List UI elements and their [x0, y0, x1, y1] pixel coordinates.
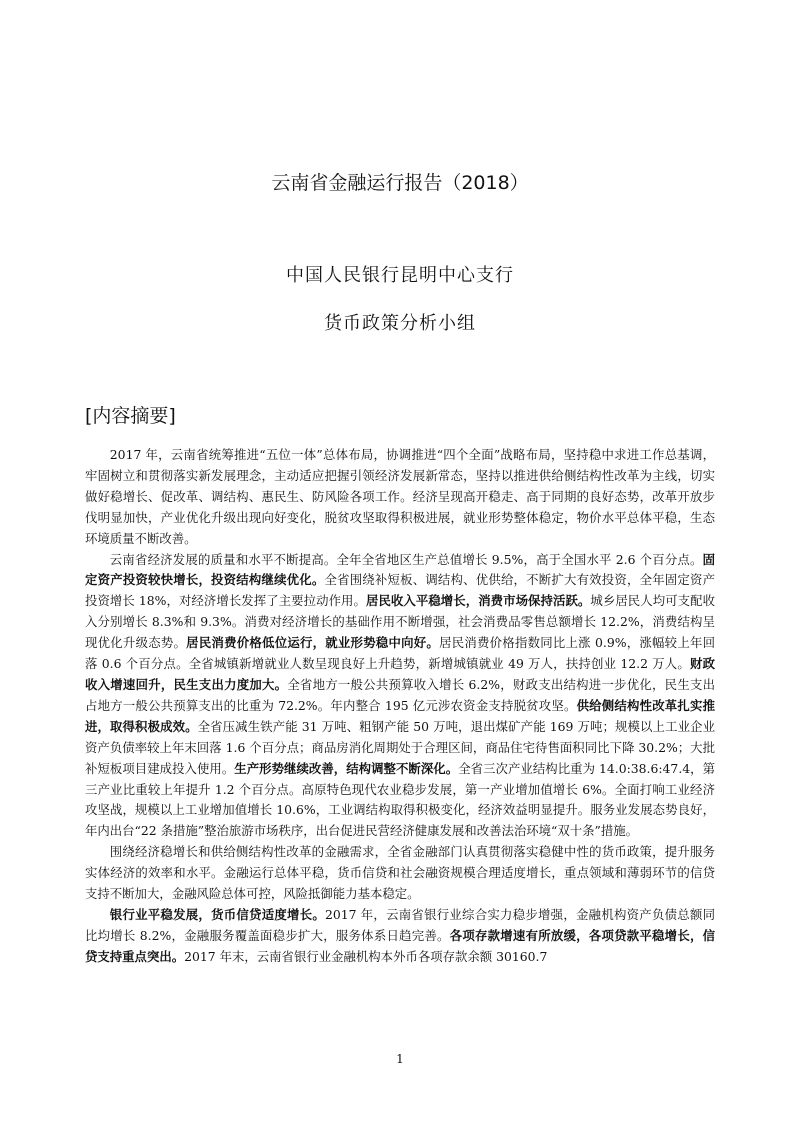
text-segment: 全省三次产业结构比重为 14.0:38.6:47.4，第三产业比重较上年提升 1.2 个百分点。高原特色现代农业稳步发展，第一产业增加值增长 6%。全面打响工业经济攻坚战，规模以上工业增加值增长 10.6%，工业调结构取得积极变化，经济效益明显提升。服务业发展态势良好，年内出台“22 条措施”整治旅游市场秩序，出台促进民营经济健康发展和改善法治环境“双十条”措施。 — [85, 760, 716, 839]
bold-text-segment: 居民收入平稳增长，消费市场保持活跃。 — [365, 593, 591, 609]
text-segment: 全省围绕补短板、调结构、优供给，不断扩大有效投资，全年固定资产投资增长 18%，对经济增长发挥了主要拉动作用。 — [85, 572, 716, 609]
organization-name: 中国人民银行昆明中心支行 — [286, 265, 514, 286]
text-segment: 云南省经济发展的质量和水平不断提高。全年全省地区生产总值增长 9.5%，高于全国水平 2.6 个百分点。 — [109, 551, 703, 567]
section-heading: [内容摘要] — [85, 405, 176, 427]
bold-text-segment: 生产形势继续改善，结构调整不断深化。 — [234, 760, 459, 776]
text-segment: 围绕经济稳增长和供给侧结构性改革的金融需求，全省金融部门认真贯彻落实稳健中性的货币政策，提升服务实体经济的效率和水平。金融运行总体平稳，货币信贷和社会融资规模合理适度增长，重点领域和薄弱环节的信贷支持不断加大，金融风险总体可控，风险抵御能力基本稳定。 — [85, 844, 715, 902]
text-segment: 2017 年，云南省银行业综合实力稳步增强，金融机构资产负债总额同比均增长 8.2%，金融服务覆盖面稳步扩大，服务体系日趋完善。 — [85, 906, 715, 943]
text-segment: 城乡居民人均可支配收入分别增长 8.3%和 9.3%。消费对经济增长的基础作用不断增强，社会消费品零售总额增长 12.2%，消费结构呈现优化升级态势。 — [85, 593, 716, 651]
bold-text-segment: 各项存款增速有所放缓，各项贷款平稳增长，信贷支持重点突出。 — [85, 927, 715, 964]
summary-body — [85, 445, 715, 968]
paragraph — [85, 905, 715, 968]
bold-text-segment: 固定资产投资较快增长，投资结构继续优化。 — [85, 551, 715, 588]
text-segment: 2017 年末，云南省银行业金融机构本外币各项存款余额 30160.7 — [184, 948, 548, 964]
bold-text-segment: 居民消费价格低位运行，就业形势稳中向好。 — [186, 635, 440, 651]
text-segment: 2017 年，云南省统筹推进“五位一体”总体布局，协调推进“四个全面”战略布局，坚持稳中求进工作总基调，牢固树立和贯彻落实新发展理念，主动适应把握引领经济发展新常态，坚持以推进供给侧结构性改革为主线，切实做好稳增长、促改革、调结构、惠民生、防风险各项工作。经济呈现高开稳走、高于同期的良好态势，改革开放步伐明显加快，产业优化升级出现向好变化，脱贫攻坚取得积极进展，就业形势整体稳定，物价水平总体平稳，生态环境质量不断改善。 — [85, 447, 715, 546]
bold-text-segment: 银行业平稳发展，货币信贷适度增长。 — [109, 906, 326, 922]
text-segment: 全省压减生铁产能 31 万吨、粗钢产能 50 万吨，退出煤矿产能 169 万吨；规模以上工业企业资产负债率较上年末回落 1.6 个百分点；商品房消化周期处于合理区间，商品住宅待售面积同比下降 30.2%；大批补短板项目建成投入使用。 — [85, 718, 715, 776]
text-segment: 全省地方一般公共预算收入增长 6.2%，财政支出结构进一步优化，民生支出占地方一般公共预算支出的比重为 72.2%。年内整合 195 亿元涉农资金支持脱贫攻坚。 — [85, 676, 716, 713]
bold-text-segment: 财政收入增速回升，民生支出力度加大。 — [85, 656, 715, 692]
paragraph — [85, 842, 715, 905]
bold-text-segment: 供给侧结构性改革扎实推进，取得积极成效。 — [85, 697, 715, 734]
report-title: 云南省金融运行报告（2018） — [271, 172, 529, 194]
group-name: 货币政策分析小组 — [324, 313, 476, 334]
text-segment: 居民消费价格指数同比上涨 0.9%，涨幅较上年回落 0.6 个百分点。全省城镇新增就业人数呈现良好上升趋势，新增城镇就业 49 万人，扶持创业 12.2 万人。 — [85, 635, 716, 672]
page-number: 1 — [396, 1052, 404, 1066]
paragraph — [85, 550, 715, 843]
paragraph — [85, 445, 715, 550]
